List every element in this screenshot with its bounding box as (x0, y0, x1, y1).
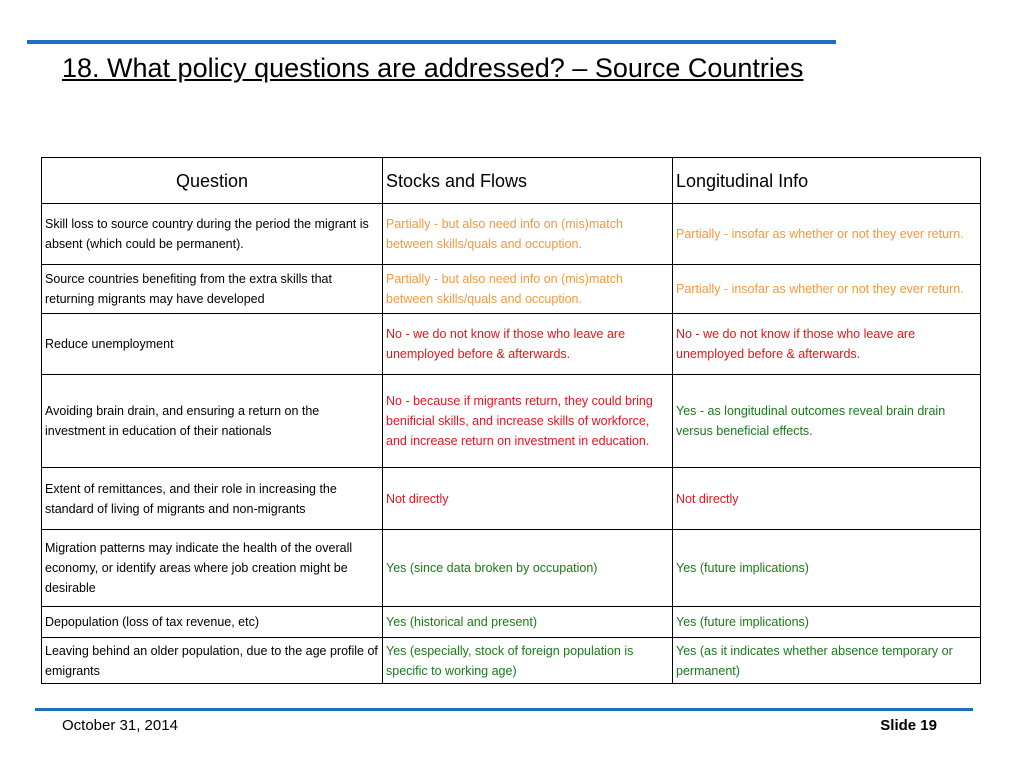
stocks-cell: Partially - but also need info on (mis)match between skills/quals and occuption. (383, 204, 673, 265)
table-header-row (42, 158, 981, 204)
top-divider (27, 40, 836, 44)
table-row (42, 314, 981, 375)
longitudinal-cell: Yes (future implications) (673, 607, 981, 638)
question-cell: Avoiding brain drain, and ensuring a return on the investment in education of their nationals (42, 375, 383, 468)
longitudinal-cell: Yes (future implications) (673, 530, 981, 607)
header-question: Question (42, 158, 383, 204)
question-cell: Leaving behind an older population, due to the age profile of emigrants (42, 638, 383, 684)
stocks-cell: Partially - but also need info on (mis)match between skills/quals and occuption. (383, 265, 673, 314)
question-cell: Skill loss to source country during the period the migrant is absent (which could be permanent). (42, 204, 383, 265)
question-cell: Depopulation (loss of tax revenue, etc) (42, 607, 383, 638)
table-row (42, 530, 981, 607)
stocks-cell: Yes (especially, stock of foreign population is specific to working age) (383, 638, 673, 684)
table-row (42, 375, 981, 468)
question-cell: Source countries benefiting from the extra skills that returning migrants may have developed (42, 265, 383, 314)
table-row (42, 204, 981, 265)
longitudinal-cell: Not directly (673, 468, 981, 530)
table-row (42, 638, 981, 684)
slide-title: 18. What policy questions are addressed? – Source Countries (62, 53, 804, 83)
header-longitudinal-info: Longitudinal Info (673, 158, 981, 204)
table-row (42, 607, 981, 638)
stocks-cell: Yes (historical and present) (383, 607, 673, 638)
table-row (42, 468, 981, 530)
question-cell: Extent of remittances, and their role in increasing the standard of living of migrants and non-migrants (42, 468, 383, 530)
policy-table (41, 157, 981, 684)
question-cell: Reduce unemployment (42, 314, 383, 375)
bottom-divider (35, 708, 973, 711)
question-cell: Migration patterns may indicate the health of the overall economy, or identify areas where job creation might be desirable (42, 530, 383, 607)
slide-number: Slide 19 (880, 717, 937, 734)
longitudinal-cell: Partially - insofar as whether or not they ever return. (673, 204, 981, 265)
footer-date: October 31, 2014 (62, 717, 178, 734)
stocks-cell: Yes (since data broken by occupation) (383, 530, 673, 607)
header-stocks-and-flows: Stocks and Flows (383, 158, 673, 204)
stocks-cell: No - we do not know if those who leave are unemployed before & afterwards. (383, 314, 673, 375)
longitudinal-cell: Yes - as longitudinal outcomes reveal brain drain versus beneficial effects. (673, 375, 981, 468)
stocks-cell: No - because if migrants return, they could bring benificial skills, and increase skills of workforce, and increase return on investment in education. (383, 375, 673, 468)
longitudinal-cell: Yes (as it indicates whether absence temporary or permanent) (673, 638, 981, 684)
longitudinal-cell: Partially - insofar as whether or not they ever return. (673, 265, 981, 314)
stocks-cell: Not directly (383, 468, 673, 530)
longitudinal-cell: No - we do not know if those who leave are unemployed before & afterwards. (673, 314, 981, 375)
table-row (42, 265, 981, 314)
